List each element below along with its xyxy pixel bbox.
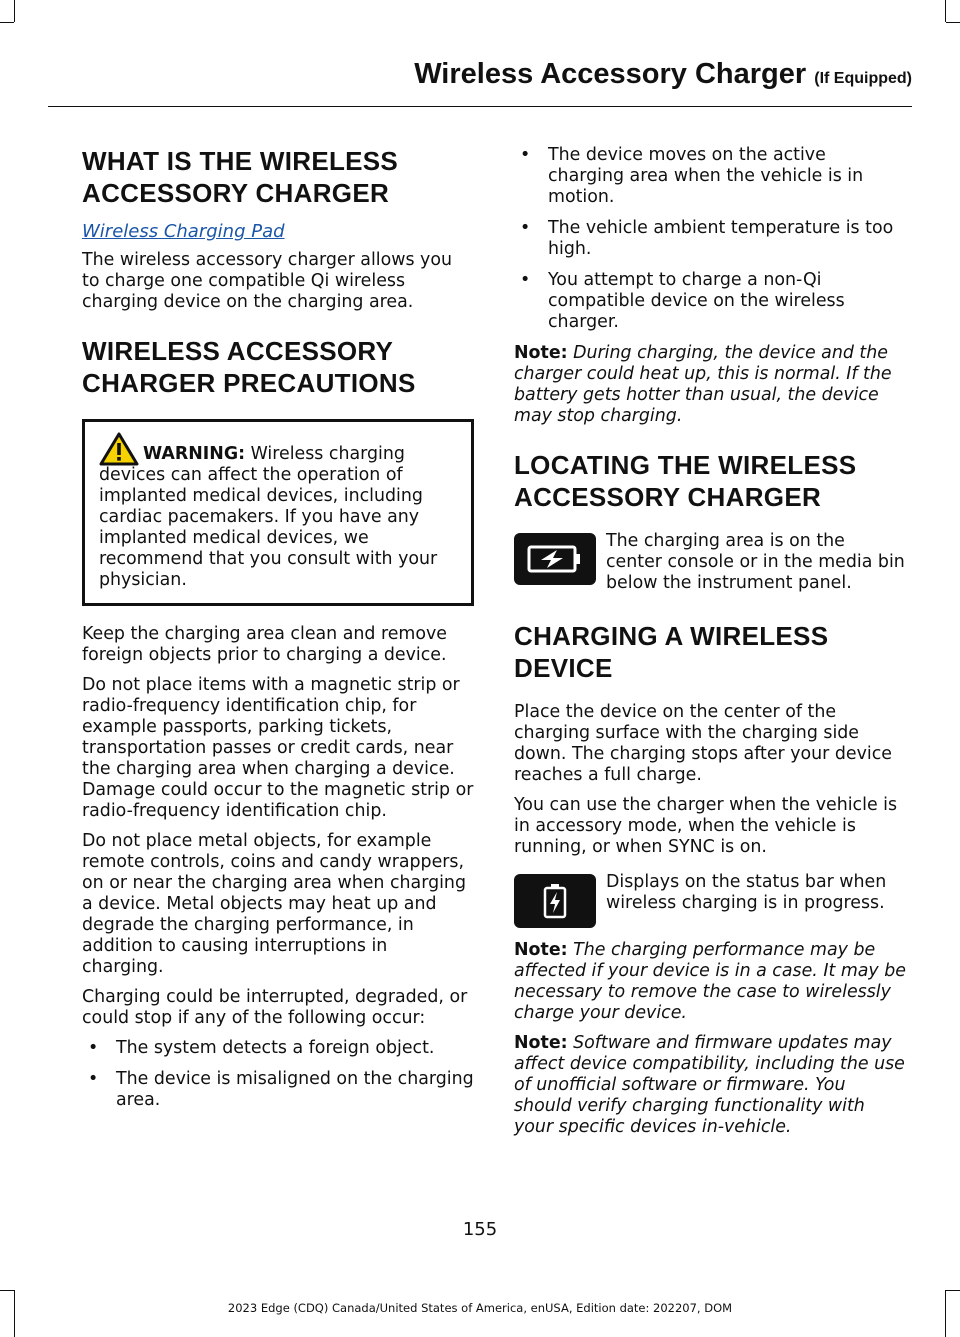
- wireless-charging-pad-link[interactable]: Wireless Charging Pad: [82, 221, 285, 242]
- crop-mark: [945, 0, 946, 22]
- heading-line: WHAT IS THE WIRELESS: [82, 146, 399, 176]
- warning-body: Wireless charging devices can affect the operation of implanted medical devices, including cardiac pacemakers. If you have any implanted medical devices, we recommend that you consult with your physician.: [99, 444, 438, 590]
- section-heading-charging: [514, 620, 906, 684]
- list-item: [514, 270, 906, 333]
- locating-text: The charging area is on the center console or in the media bin below the instrument panel.: [606, 531, 905, 593]
- bullet: •: [520, 145, 531, 165]
- list-item-text: The device moves on the active charging area when the vehicle is in motion.: [548, 145, 864, 207]
- status-text: Displays on the status bar when wireless charging is in progress.: [606, 872, 887, 913]
- page-title: Wireless Accessory Charger: [414, 58, 807, 90]
- wireless-charger-icon: [514, 533, 596, 585]
- list-item-text: The system detects a foreign object.: [116, 1038, 435, 1058]
- heading-line: DEVICE: [514, 653, 613, 683]
- list-item: [514, 145, 906, 208]
- note-label: Note:: [514, 940, 568, 960]
- note-label: Note:: [514, 1033, 568, 1053]
- paragraph: Do not place metal objects, for example remote controls, coins and candy wrappers, on or near the charging area when charging a device. Metal objects may heat up and degrade the charging performance, in addition to causing interruptions in charging.: [82, 831, 466, 977]
- left-column: [82, 145, 474, 1121]
- interruption-list: [82, 1038, 474, 1111]
- bullet: •: [520, 270, 531, 290]
- heading-line: ACCESSORY CHARGER: [82, 178, 390, 208]
- list-item-text: The vehicle ambient temperature is too high.: [548, 218, 894, 259]
- locating-row: [514, 531, 906, 594]
- page-title-qualifier: (If Equipped): [814, 70, 912, 87]
- note: [514, 940, 906, 1024]
- section-heading-what-is: [82, 145, 474, 209]
- paragraph: Do not place items with a magnetic strip or radio-frequency identification chip, for example passports, parking tickets, transportation passes or credit cards, near the charging area when charging a device. Damage could occur to the magnetic strip or radio-frequency identification chip.: [82, 675, 474, 821]
- crop-mark: [14, 0, 15, 22]
- warning-text: [99, 444, 457, 591]
- note-text: The charging performance may be affected if your device is in a case. It may be necessary to remove the case to wirelessly charge your device.: [514, 940, 906, 1023]
- charging-status-icon: [514, 874, 596, 928]
- right-column: [514, 145, 906, 1147]
- bullet: •: [88, 1069, 99, 1089]
- charging-pad-symbol-icon: [527, 544, 583, 574]
- note: [514, 343, 906, 427]
- warning-triangle-icon: [99, 432, 139, 466]
- note-label: Note:: [514, 343, 568, 363]
- list-item: [514, 218, 906, 260]
- crop-mark: [0, 22, 14, 23]
- note: [514, 1033, 906, 1138]
- bullet: •: [88, 1038, 99, 1058]
- note-text: During charging, the device and the charger could heat up, this is normal. If the battery gets hotter than usual, the device may stop charging.: [514, 343, 892, 426]
- heading-line: CHARGING A WIRELESS: [514, 621, 829, 651]
- paragraph: Charging could be interrupted, degraded, or could stop if any of the following occur:: [82, 987, 468, 1028]
- section-heading-precautions: [82, 335, 474, 399]
- battery-bolt-icon: [542, 883, 568, 919]
- section-heading-locating: [514, 449, 906, 513]
- bullet: •: [520, 218, 531, 238]
- page-number: 155: [462, 1219, 498, 1240]
- heading-line: LOCATING THE WIRELESS: [514, 450, 857, 480]
- header-rule: [48, 106, 912, 107]
- list-item: [82, 1069, 474, 1111]
- list-item: [82, 1038, 474, 1059]
- warning-box: [82, 419, 474, 606]
- heading-line: ACCESSORY CHARGER: [514, 482, 822, 512]
- crop-mark: [946, 1290, 960, 1291]
- interruption-list-continued: [514, 145, 906, 333]
- list-item-text: You attempt to charge a non-Qi compatible device on the wireless charger.: [548, 270, 845, 332]
- note-text: Software and firmware updates may affect device compatibility, including the use of unofficial software or firmware. You should verify charging functionality with your specific devices in-vehicle.: [514, 1033, 905, 1137]
- page-header: [48, 58, 912, 91]
- warning-label: WARNING:: [143, 444, 246, 464]
- paragraph: You can use the charger when the vehicle is in accessory mode, when the vehicle is running, or when SYNC is on.: [514, 795, 898, 857]
- heading-line: CHARGER PRECAUTIONS: [82, 368, 416, 398]
- paragraph: Place the device on the center of the charging surface with the charging side down. The charging stops after your device reaches a full charge.: [514, 702, 892, 785]
- page-footer: 2023 Edge (CDQ) Canada/United States of America, enUSA, Edition date: 202207, DOM: [227, 1301, 733, 1315]
- list-item-text: The device is misaligned on the charging area.: [116, 1069, 474, 1110]
- crop-mark: [0, 1290, 14, 1291]
- intro-paragraph: The wireless accessory charger allows you to charge one compatible Qi wireless charging device on the charging area.: [82, 250, 453, 312]
- heading-line: WIRELESS ACCESSORY: [82, 336, 394, 366]
- status-row: [514, 872, 906, 928]
- paragraph: Keep the charging area clean and remove foreign objects prior to charging a device.: [82, 624, 448, 665]
- crop-mark: [946, 22, 960, 23]
